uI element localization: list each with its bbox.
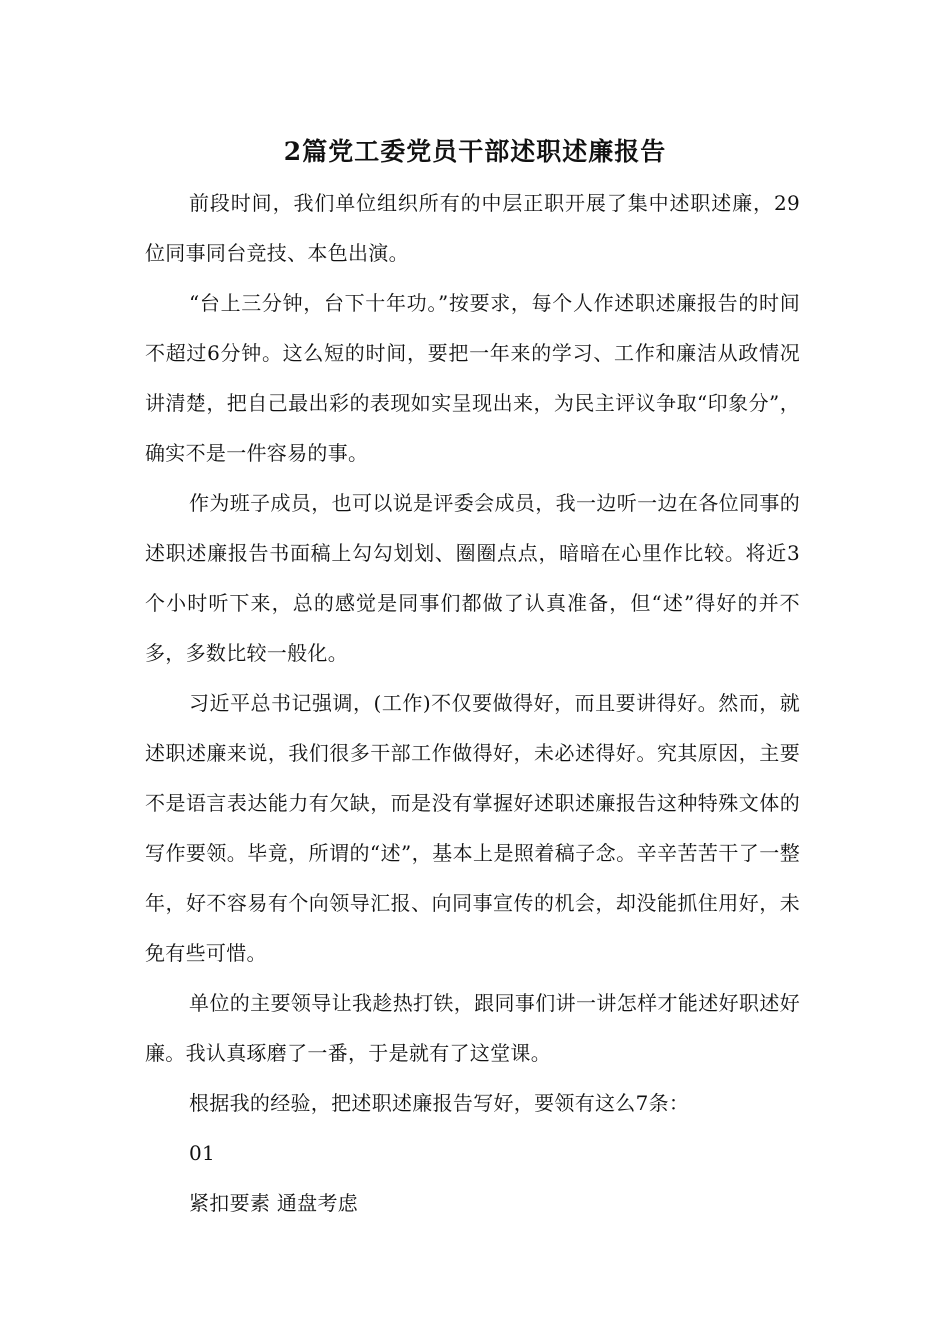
paragraph-4: 习近平总书记强调，(工作)不仅要做得好，而且要讲得好。然而，就述职述廉来说，我们很多干部工作做得好，未必述得好。究其原因，主要不是语言表达能力有欠缺，而是没有掌握好述职述廉报告这种特殊文体的写作要领。毕竟，所谓的“述”，基本上是照着稿子念。辛辛苦苦干了一整年，好不容易有个向领导汇报、向同事宣传的机会，却没能抓住用好，未免有些可惜。 [145,691,800,965]
paragraph-2: “台上三分钟，台下十年功。”按要求，每个人作述职述廉报告的时间不超过6分钟。这么短的时间，要把一年来的学习、工作和廉洁从政情况讲清楚，把自己最出彩的表现如实呈现出来，为民主评议争取“印象分”，确实不是一件容易的事。 [145,291,800,465]
paragraph-5: 单位的主要领导让我趁热打铁，跟同事们讲一讲怎样才能述好职述好廉。我认真琢磨了一番，于是就有了这堂课。 [145,991,800,1065]
section-number: 01 [189,1141,216,1165]
document-title: 2篇党工委党员干部述职述廉报告 [283,137,667,166]
paragraph-6: 根据我的经验，把述职述廉报告写好，要领有这么7条： [189,1091,690,1115]
paragraph-3: 作为班子成员，也可以说是评委会成员，我一边听一边在各位同事的述职述廉报告书面稿上勾勾划划、圈圈点点，暗暗在心里作比较。将近3个小时听下来，总的感觉是同事们都做了认真准备，但“述”得好的并不多，多数比较一般化。 [145,491,800,665]
paragraph-1: 前段时间，我们单位组织所有的中层正职开展了集中述职述廉，29位同事同台竞技、本色出演。 [145,191,800,265]
document-body [145,178,800,1228]
section-heading: 紧扣要素 通盘考虑 [189,1191,359,1215]
